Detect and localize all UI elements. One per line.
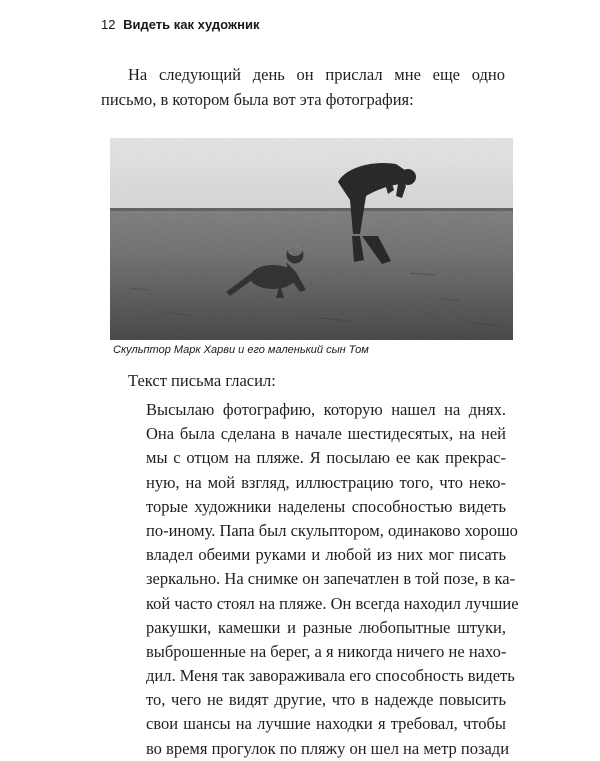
quote-line: мы с отцом на пляже. Я посылаю ее как прекрас- xyxy=(146,448,506,468)
quote-line: по-иному. Папа был скульптором, одинаково хорошо xyxy=(146,520,518,540)
quote-line: зеркально. На снимке он запечатлен в той позе, в ка- xyxy=(146,569,516,589)
quote-line: свои шансы на лучшие находки я требовал, чтобы xyxy=(146,714,506,734)
intro-paragraph: На следующий день он прислал мне еще одно письмо, в котором была вот эта фотография: xyxy=(101,65,505,109)
photo-caption: Скульптор Марк Харви и его маленький сын Том xyxy=(113,344,369,356)
letter-quote xyxy=(146,398,519,761)
quote-line: Высылаю фотографию, которую нашел на днях. xyxy=(146,400,506,419)
letter-intro: Текст письма гласил: xyxy=(128,371,276,390)
page-header xyxy=(101,17,260,32)
quote-line: ракушки, камешки и разные любопытные штуки, xyxy=(146,617,506,637)
quote-line: Она была сделана в начале шестидесятых, на ней xyxy=(146,424,506,444)
running-title: Видеть как художник xyxy=(123,17,260,32)
page-number: 12 xyxy=(101,17,116,32)
beach-photo-image xyxy=(110,138,513,340)
quote-line: выброшенные на берег, а я никогда ничего не нахо- xyxy=(146,641,507,661)
quote-line: владел обеими руками и любой из них мог писать xyxy=(146,545,506,565)
quote-line: ную, на мой взгляд, иллюстрацию того, что неко- xyxy=(146,472,506,492)
quote-line: то, чего не видят другие, что в надежде повысить xyxy=(146,690,506,710)
quote-line: кой часто стоял на пляже. Он всегда находил лучшие xyxy=(146,593,519,613)
beach-photo xyxy=(110,138,513,340)
quote-line: торые художники наделены способностью видеть xyxy=(146,496,506,516)
quote-line: во время прогулок по пляжу он шел на метр позади xyxy=(146,738,510,758)
quote-line: дил. Меня так завораживала его способность видеть xyxy=(146,666,515,686)
